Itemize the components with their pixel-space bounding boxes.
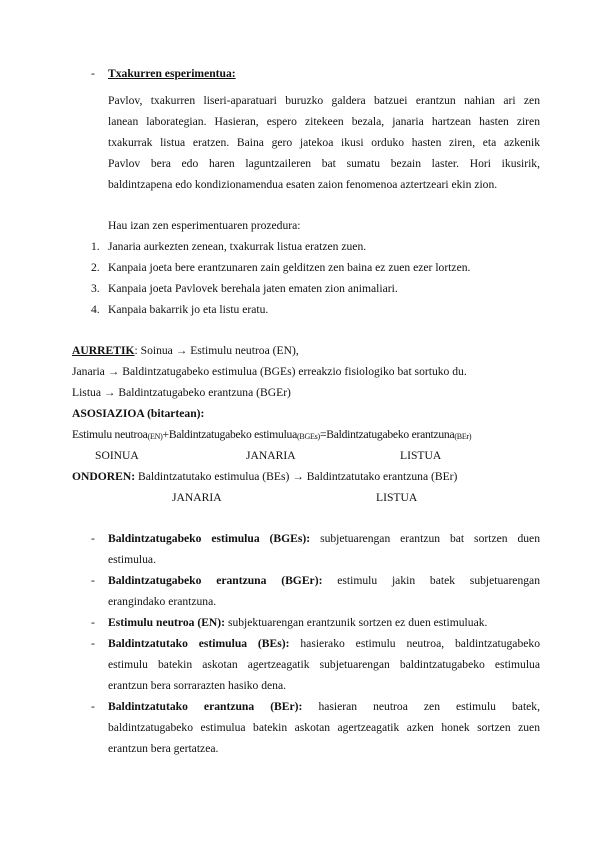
formula-part: Estimulu neutroa — [72, 428, 148, 441]
definition-cont: estimulua. — [108, 553, 156, 566]
definition-term: Baldintzatutako estimulua (BEs): — [108, 637, 290, 650]
definition-term: Estimulu neutroa (EN): — [108, 616, 226, 629]
formula-part: +Baldintzatugabeko estimulua — [162, 428, 297, 441]
list-bullet: - — [91, 637, 95, 650]
definition-text: subjetuarengan erantzun bat sortzen duen — [320, 532, 540, 545]
association-label: ASOSIAZIOA (bitartean): — [72, 407, 205, 420]
formula-part: =Baldintzatugabeko erantzuna — [319, 428, 455, 441]
definition-term: Baldintzatutako erantzuna (BEr): — [108, 700, 303, 713]
definition-line — [108, 532, 540, 545]
before-line-2: Janaria → Baldintzatugabeko estimulua (BGEs) erreakzio fisiologiko bat sortuko du. — [72, 365, 467, 378]
definition-text: estimulu jakin batek subjetuarengan — [337, 574, 540, 587]
step-text: Kanpaia joeta bere erantzunaren zain gelditzen zen baina ez zuen ezer lortzen. — [108, 261, 471, 274]
step-number: 3. — [91, 282, 100, 295]
procedure-intro: Hau izan zen esperimentuaren prozedura: — [108, 219, 301, 232]
section-heading: Txakurren esperimentua: — [108, 67, 236, 80]
paragraph-line: Pavlov bera edo haren laguntzaileren bat sumatu bezain laster. Hori ikusirik, — [108, 157, 540, 170]
definition-text: subjektuarengan erantzunik sortzen ez duen estimuluak. — [227, 616, 488, 629]
list-bullet: - — [91, 700, 95, 713]
after-label: ONDOREN: — [72, 470, 136, 483]
after-line — [72, 470, 457, 483]
definition-cont: baldintzatugabeko estimulua batekin askotan agertzeagatik azken honek sortzen zuen — [108, 721, 540, 734]
step-text: Kanpaia joeta Pavlovek berehala jaten ematen zion animaliari. — [108, 282, 398, 295]
paragraph-line: Pavlov, txakurren liseri-aparatuari buruzko galdera batzuei erantzun nahian ari zen — [108, 94, 540, 107]
step-number: 1. — [91, 240, 100, 253]
assoc-word-listua: LISTUA — [400, 449, 442, 462]
list-bullet: - — [91, 616, 95, 629]
definition-line — [108, 700, 540, 713]
assoc-word-soinua: SOINUA — [95, 449, 139, 462]
list-bullet: - — [91, 574, 95, 587]
definition-term: Baldintzatugabeko erantzuna (BGEr): — [108, 574, 323, 587]
step-text: Janaria aurkezten zenean, txakurrak listua eratzen zuen. — [108, 240, 367, 253]
definition-cont: erantzun bera sorrarazten hasiko dena. — [108, 679, 286, 692]
before-label: AURRETIK — [72, 344, 135, 357]
definition-text: hasieran neutroa zen estimulu batek, — [318, 700, 541, 713]
definition-cont: estimulu batekin askotan agertzeagatik subjetuarengan baldintzatugabeko estimulua — [108, 658, 540, 671]
before-text: : Soinua → Estimulu neutroa (EN), — [134, 344, 299, 357]
paragraph-line: baldintzapena edo kondizionamendua esaten zaion fenomenoa aztertzeari ekin zion. — [108, 178, 498, 191]
formula-sub: (BEr) — [454, 432, 472, 441]
association-formula — [72, 428, 471, 441]
after-word-janaria: JANARIA — [172, 491, 222, 504]
after-text: Baldintzatutako estimulua (BEs) → Baldintzatutako erantzuna (BEr) — [135, 470, 458, 483]
definition-term: Baldintzatugabeko estimulua (BGEs): — [108, 532, 311, 545]
list-bullet: - — [91, 532, 95, 545]
step-text: Kanpaia bakarrik jo eta listu eratu. — [108, 303, 269, 316]
before-line — [72, 344, 299, 357]
formula-sub: (EN) — [147, 432, 163, 441]
before-line-3: Listua → Baldintzatugabeko erantzuna (BGEr) — [72, 386, 291, 399]
after-word-listua: LISTUA — [376, 491, 418, 504]
definition-text: hasierako estimulu neutroa, baldintzatugabeko — [300, 637, 540, 650]
step-number: 4. — [91, 303, 100, 316]
formula-sub: (BGEs) — [297, 432, 320, 441]
paragraph-line: lanean laborategian. Hasieran, espero zitekeen bezala, janaria hartzean hasten ziren — [108, 115, 540, 128]
definition-cont: erangindako erantzuna. — [108, 595, 217, 608]
definition-cont: erantzun bera gertatzea. — [108, 742, 219, 755]
step-number: 2. — [91, 261, 100, 274]
definition-line — [108, 574, 540, 587]
definition-line — [108, 637, 540, 650]
list-bullet: - — [91, 67, 95, 80]
paragraph-line: txakurrak listua eratzen. Baina gero jatekoa ikusi orduko hasten ziren, eta azkenik — [108, 136, 540, 149]
definition-line — [108, 616, 487, 629]
assoc-word-janaria: JANARIA — [246, 449, 296, 462]
